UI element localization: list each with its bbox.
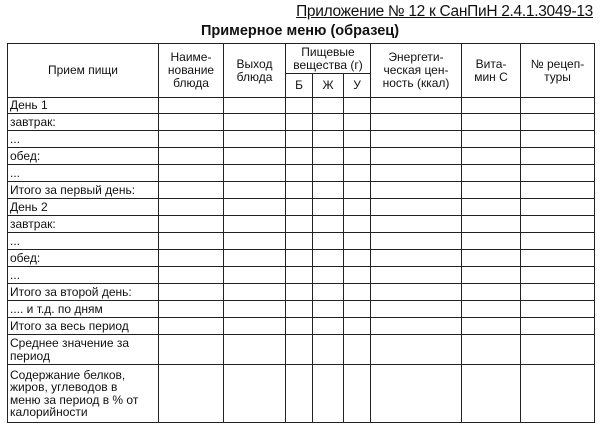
- table-row: [8, 148, 595, 165]
- empty-cell: [344, 131, 371, 148]
- empty-cell: [159, 216, 224, 233]
- empty-cell: [462, 267, 521, 284]
- empty-cell: [313, 165, 344, 182]
- empty-cell: [224, 199, 286, 216]
- empty-cell: [371, 148, 462, 165]
- empty-cell: [286, 301, 313, 318]
- empty-cell: [521, 199, 595, 216]
- empty-cell: [344, 301, 371, 318]
- col-header-meal: Прием пищи: [8, 44, 159, 98]
- empty-cell: [159, 335, 224, 365]
- table-row: [8, 216, 595, 233]
- empty-cell: [521, 267, 595, 284]
- table-row: [8, 267, 595, 284]
- empty-cell: [224, 216, 286, 233]
- appendix-reference: Приложение № 12 к СанПиН 2.4.1.3049-13: [296, 3, 593, 20]
- empty-cell: [313, 148, 344, 165]
- table-row: [8, 318, 595, 335]
- empty-cell: [462, 284, 521, 301]
- empty-cell: [371, 267, 462, 284]
- empty-cell: [344, 199, 371, 216]
- empty-cell: [344, 233, 371, 250]
- empty-cell: [521, 250, 595, 267]
- row-label: завтрак:: [8, 114, 159, 131]
- empty-cell: [521, 98, 595, 114]
- empty-cell: [313, 199, 344, 216]
- table-row: [8, 98, 595, 114]
- col-header-recipe-no: № рецеп- туры: [521, 44, 595, 98]
- empty-cell: [313, 233, 344, 250]
- empty-cell: [313, 365, 344, 423]
- empty-cell: [286, 267, 313, 284]
- empty-cell: [371, 182, 462, 199]
- empty-cell: [344, 250, 371, 267]
- empty-cell: [521, 131, 595, 148]
- table-row: [8, 365, 595, 423]
- empty-cell: [224, 182, 286, 199]
- empty-cell: [521, 335, 595, 365]
- empty-cell: [286, 335, 313, 365]
- empty-cell: [344, 148, 371, 165]
- empty-cell: [159, 267, 224, 284]
- empty-cell: [521, 318, 595, 335]
- row-label: завтрак:: [8, 216, 159, 233]
- empty-cell: [371, 216, 462, 233]
- empty-cell: [224, 148, 286, 165]
- table-row: [8, 199, 595, 216]
- empty-cell: [462, 131, 521, 148]
- empty-cell: [224, 365, 286, 423]
- empty-cell: [521, 182, 595, 199]
- empty-cell: [371, 318, 462, 335]
- row-label: обед:: [8, 250, 159, 267]
- table-row: [8, 114, 595, 131]
- empty-cell: [462, 165, 521, 182]
- col-header-nutrients: Пищевые вещества (г): [286, 44, 371, 74]
- empty-cell: [224, 250, 286, 267]
- empty-cell: [224, 335, 286, 365]
- table-row: [8, 233, 595, 250]
- empty-cell: [344, 365, 371, 423]
- empty-cell: [371, 284, 462, 301]
- empty-cell: [371, 250, 462, 267]
- empty-cell: [521, 114, 595, 131]
- col-header-carbs: У: [344, 74, 371, 98]
- empty-cell: [462, 182, 521, 199]
- col-header-dish-name: Наиме- нование блюда: [159, 44, 224, 98]
- empty-cell: [159, 233, 224, 250]
- empty-cell: [344, 114, 371, 131]
- empty-cell: [159, 98, 224, 114]
- empty-cell: [286, 284, 313, 301]
- empty-cell: [313, 182, 344, 199]
- col-header-energy: Энергети- ческая цен- ность (ккал): [371, 44, 462, 98]
- empty-cell: [462, 233, 521, 250]
- row-label: Итого за первый день:: [8, 182, 159, 199]
- row-label: ...: [8, 267, 159, 284]
- empty-cell: [313, 98, 344, 114]
- row-label: Итого за второй день:: [8, 284, 159, 301]
- empty-cell: [159, 114, 224, 131]
- empty-cell: [462, 335, 521, 365]
- empty-cell: [462, 148, 521, 165]
- empty-cell: [521, 301, 595, 318]
- row-label: ...: [8, 131, 159, 148]
- empty-cell: [313, 114, 344, 131]
- document-title: Примерное меню (образец): [200, 23, 400, 39]
- empty-cell: [224, 267, 286, 284]
- empty-cell: [371, 131, 462, 148]
- row-label: обед:: [8, 148, 159, 165]
- empty-cell: [224, 233, 286, 250]
- row-label: .... и т.д. по дням: [8, 301, 159, 318]
- empty-cell: [286, 318, 313, 335]
- empty-cell: [344, 98, 371, 114]
- empty-cell: [159, 148, 224, 165]
- empty-cell: [371, 301, 462, 318]
- empty-cell: [224, 318, 286, 335]
- empty-cell: [371, 199, 462, 216]
- empty-cell: [462, 199, 521, 216]
- empty-cell: [344, 318, 371, 335]
- table-row: [8, 250, 595, 267]
- empty-cell: [344, 182, 371, 199]
- empty-cell: [313, 284, 344, 301]
- empty-cell: [286, 233, 313, 250]
- table-row: [8, 284, 595, 301]
- empty-cell: [371, 98, 462, 114]
- empty-cell: [224, 114, 286, 131]
- empty-cell: [224, 284, 286, 301]
- empty-cell: [224, 301, 286, 318]
- empty-cell: [313, 318, 344, 335]
- empty-cell: [159, 182, 224, 199]
- empty-cell: [286, 365, 313, 423]
- empty-cell: [224, 98, 286, 114]
- empty-cell: [224, 165, 286, 182]
- row-label: Содержание белков, жиров, углеводов в меню за период в % от калорийности: [8, 365, 159, 423]
- empty-cell: [344, 335, 371, 365]
- empty-cell: [344, 165, 371, 182]
- empty-cell: [371, 165, 462, 182]
- empty-cell: [371, 233, 462, 250]
- col-header-output: Выход блюда: [224, 44, 286, 98]
- empty-cell: [313, 250, 344, 267]
- empty-cell: [313, 267, 344, 284]
- row-label: ...: [8, 165, 159, 182]
- col-header-fat: Ж: [313, 74, 344, 98]
- empty-cell: [159, 131, 224, 148]
- table-row: [8, 301, 595, 318]
- empty-cell: [159, 365, 224, 423]
- empty-cell: [286, 250, 313, 267]
- empty-cell: [286, 216, 313, 233]
- empty-cell: [286, 182, 313, 199]
- empty-cell: [521, 148, 595, 165]
- empty-cell: [462, 216, 521, 233]
- empty-cell: [462, 250, 521, 267]
- col-header-vitamin-c: Вита- мин С: [462, 44, 521, 98]
- empty-cell: [313, 216, 344, 233]
- empty-cell: [462, 318, 521, 335]
- empty-cell: [313, 335, 344, 365]
- empty-cell: [159, 165, 224, 182]
- empty-cell: [344, 284, 371, 301]
- row-label: Итого за весь период: [8, 318, 159, 335]
- empty-cell: [521, 233, 595, 250]
- empty-cell: [371, 365, 462, 423]
- empty-cell: [344, 267, 371, 284]
- empty-cell: [159, 284, 224, 301]
- row-label: День 1: [8, 98, 159, 114]
- table-row: [8, 182, 595, 199]
- empty-cell: [286, 148, 313, 165]
- empty-cell: [159, 301, 224, 318]
- empty-cell: [286, 199, 313, 216]
- empty-cell: [521, 165, 595, 182]
- empty-cell: [521, 216, 595, 233]
- empty-cell: [313, 301, 344, 318]
- empty-cell: [371, 114, 462, 131]
- empty-cell: [371, 335, 462, 365]
- empty-cell: [462, 301, 521, 318]
- empty-cell: [521, 365, 595, 423]
- empty-cell: [286, 131, 313, 148]
- col-header-protein: Б: [286, 74, 313, 98]
- table-row: [8, 131, 595, 148]
- empty-cell: [344, 216, 371, 233]
- empty-cell: [521, 284, 595, 301]
- empty-cell: [159, 318, 224, 335]
- menu-table: [7, 43, 595, 423]
- empty-cell: [224, 131, 286, 148]
- table-row: [8, 165, 595, 182]
- empty-cell: [313, 131, 344, 148]
- empty-cell: [462, 98, 521, 114]
- empty-cell: [286, 165, 313, 182]
- empty-cell: [159, 250, 224, 267]
- empty-cell: [286, 114, 313, 131]
- empty-cell: [462, 365, 521, 423]
- row-label: День 2: [8, 199, 159, 216]
- empty-cell: [462, 114, 521, 131]
- empty-cell: [286, 98, 313, 114]
- row-label: ...: [8, 233, 159, 250]
- row-label: Среднее значение за период: [8, 335, 159, 365]
- empty-cell: [159, 199, 224, 216]
- table-row: [8, 335, 595, 365]
